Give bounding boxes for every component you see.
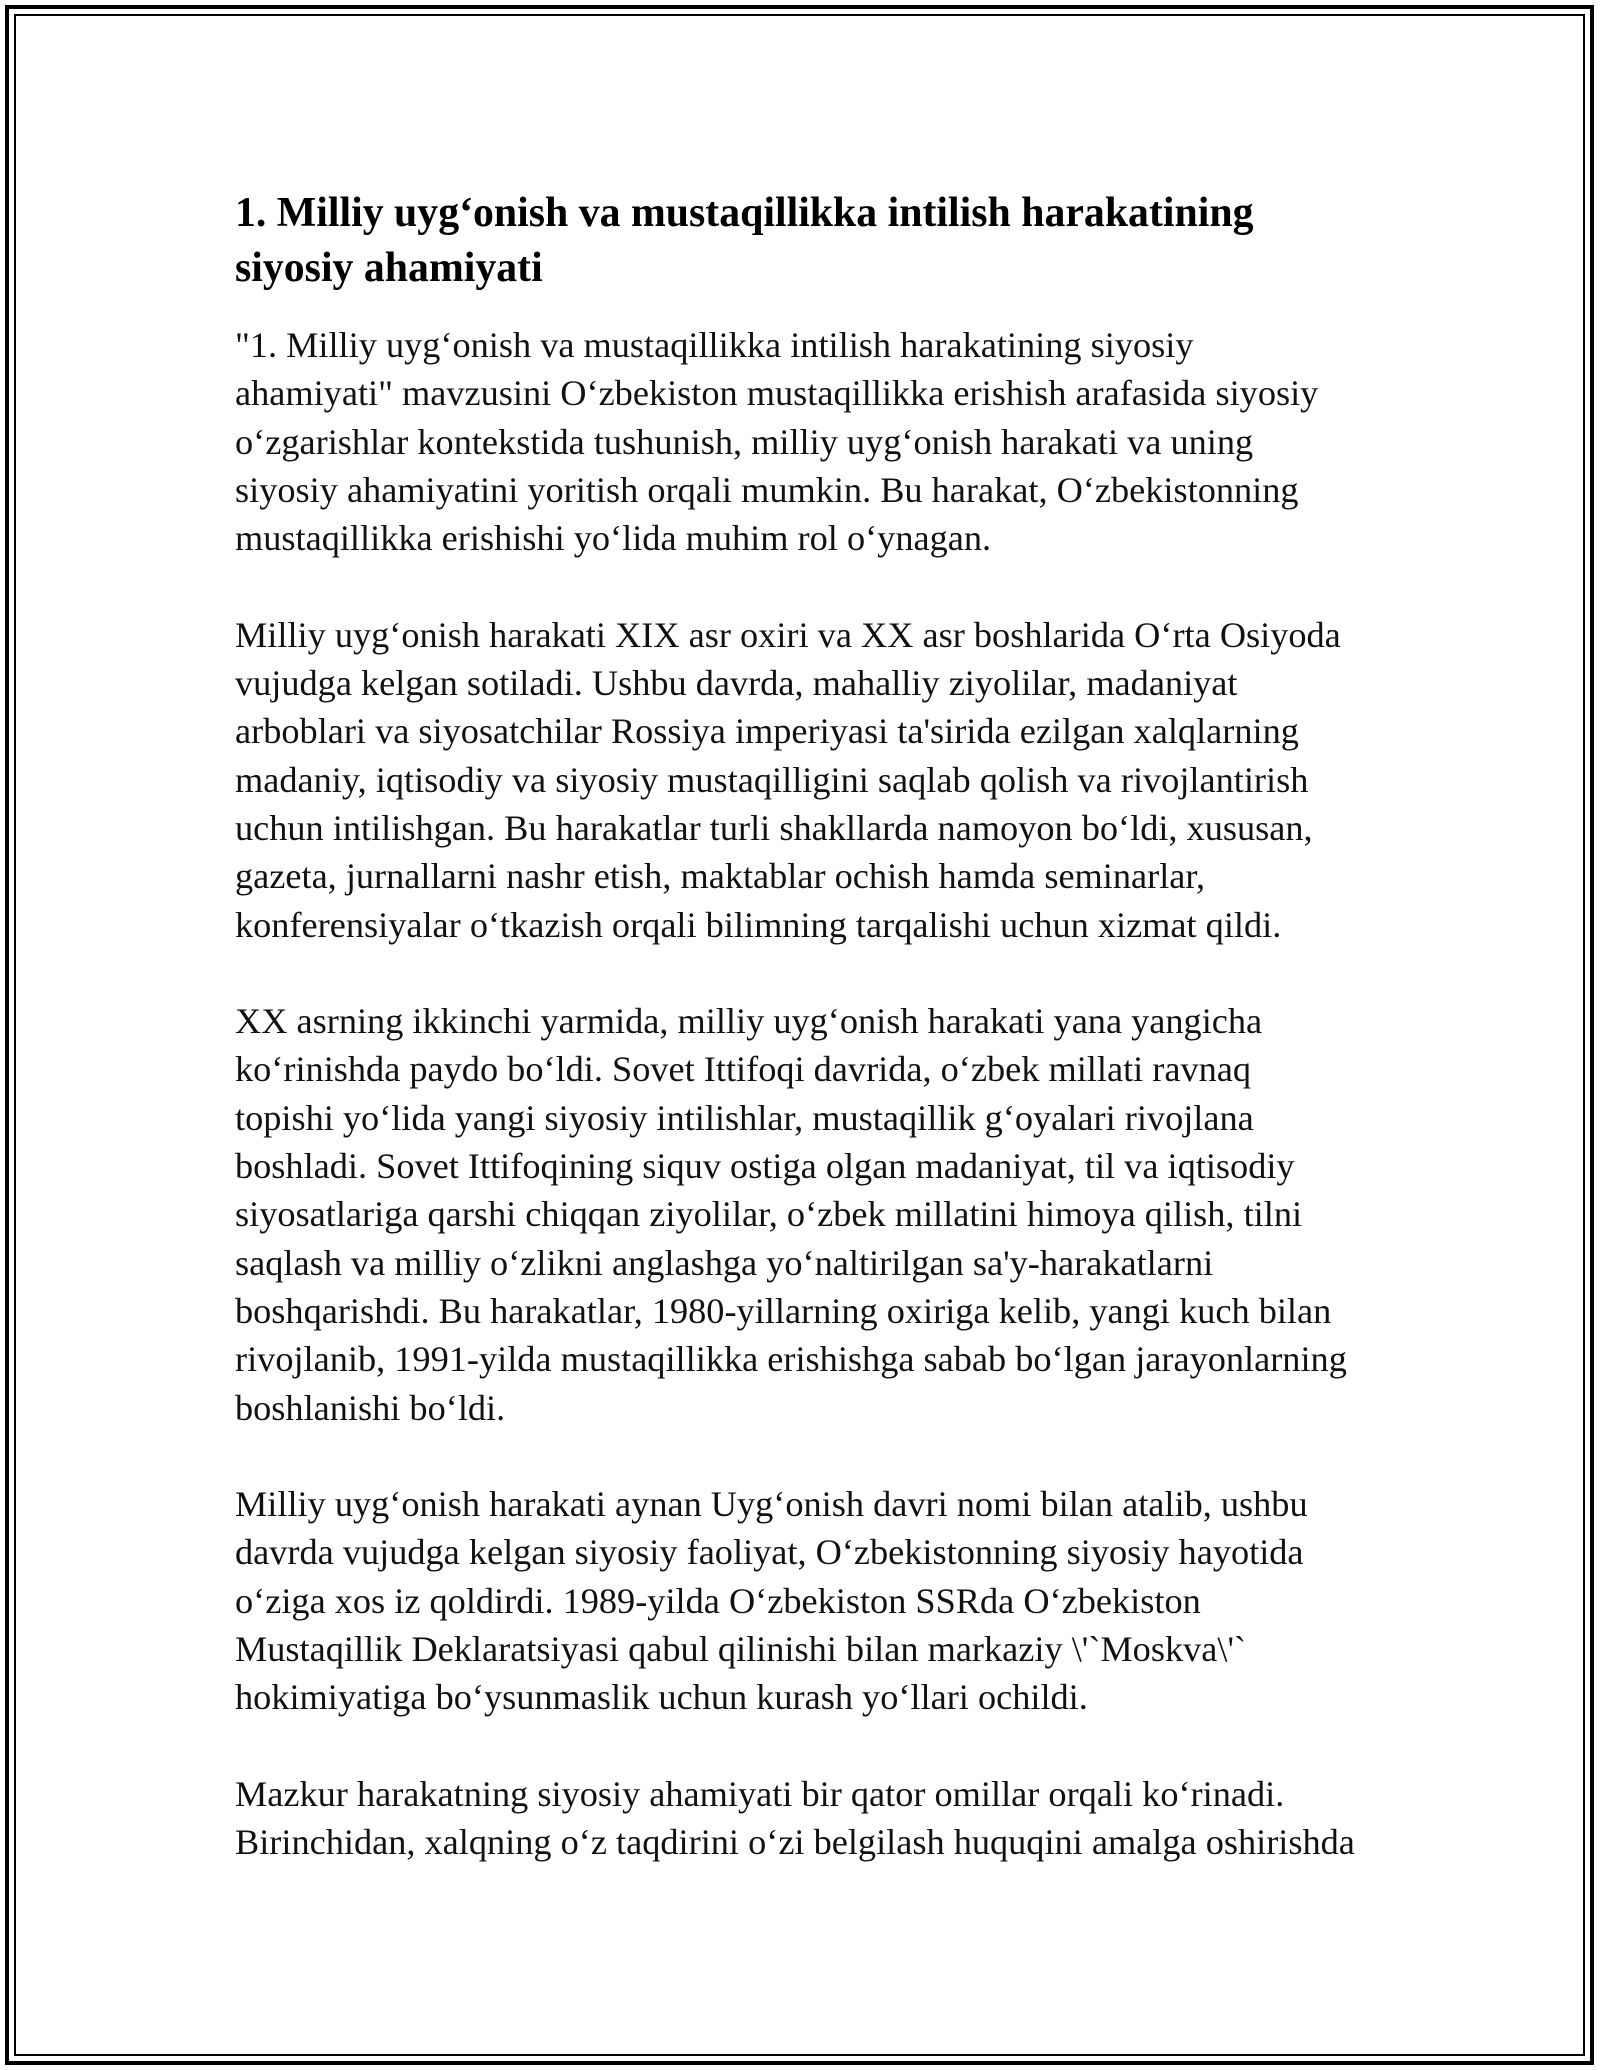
paragraph-line: Milliy uyg‘onish harakati aynan Uyg‘onish davri nomi bilan atalib, ushbu — [235, 1484, 1308, 1525]
paragraph-line: madaniy, iqtisodiy va siyosiy mustaqilligini saqlab qolish va rivojlantirish — [235, 759, 1309, 800]
paragraph-line: Mazkur harakatning siyosiy ahamiyati bir qator omillar orqali ko‘rinadi. — [235, 1773, 1285, 1814]
paragraph-line: hokimiyatiga bo‘ysunmaslik uchun kurash yo‘llari ochildi. — [235, 1677, 1088, 1718]
heading-line: 1. Milliy uyg‘onish va mustaqillikka intilish harakatining — [235, 190, 1254, 236]
paragraph-line: siyosatlariga qarshi chiqqan ziyolilar, o‘zbek millatini himoya qilish, tilni — [235, 1194, 1303, 1235]
paragraph-2 — [235, 611, 1355, 949]
paragraph-line: topishi yo‘lida yangi siyosiy intilishlar, mustaqillik g‘oyalari rivojlana — [235, 1097, 1254, 1138]
paragraph-line: konferensiyalar o‘tkazish orqali bilimning tarqalishi uchun xizmat qildi. — [235, 904, 1282, 945]
paragraph-5 — [235, 1770, 1355, 1867]
paragraph-line: ahamiyati" mavzusini O‘zbekiston mustaqillikka erishish arafasida siyosiy — [235, 373, 1319, 414]
paragraph-line: o‘ziga xos iz qoldirdi. 1989-yilda O‘zbekiston SSRda O‘zbekiston — [235, 1580, 1201, 1621]
paragraph-1 — [235, 321, 1355, 562]
paragraph-line: uchun intilishgan. Bu harakatlar turli shakllarda namoyon bo‘ldi, xususan, — [235, 807, 1313, 848]
paragraph-line: Mustaqillik Deklaratsiyasi qabul qilinishi bilan markaziy \'`Moskva\'` — [235, 1629, 1247, 1670]
paragraph-line: boshqarishdi. Bu harakatlar, 1980-yillarning oxiriga kelib, yangi kuch bilan — [235, 1290, 1332, 1331]
paragraph-line: Milliy uyg‘onish harakati XIX asr oxiri va XX asr boshlarida O‘rta Osiyoda — [235, 614, 1341, 655]
paragraph-line: ko‘rinishda paydo bo‘ldi. Sovet Ittifoqi davrida, o‘zbek millati ravnaq — [235, 1049, 1252, 1090]
paragraph-line: rivojlanib, 1991-yilda mustaqillikka erishishga sabab bo‘lgan jarayonlarning — [235, 1339, 1347, 1380]
paragraph-line: "1. Milliy uyg‘onish va mustaqillikka intilish harakatining siyosiy — [235, 325, 1194, 365]
paragraph-3 — [235, 997, 1355, 1432]
document-heading — [235, 186, 1254, 297]
paragraph-line: mustaqillikka erishishi yo‘lida muhim rol o‘ynagan. — [235, 518, 992, 559]
paragraph-4 — [235, 1480, 1355, 1721]
paragraph-line: Birinchidan, xalqning o‘z taqdirini o‘zi belgilash huquqini amalga oshirishda — [235, 1822, 1355, 1863]
paragraph-line: boshladi. Sovet Ittifoqining siquv ostiga olgan madaniyat, til va iqtisodiy — [235, 1146, 1295, 1187]
document-body — [235, 321, 1355, 1915]
paragraph-line: o‘zgarishlar kontekstida tushunish, milliy uyg‘onish harakati va uning — [235, 421, 1254, 462]
paragraph-line: vujudga kelgan sotiladi. Ushbu davrda, mahalliy ziyolilar, madaniyat — [235, 663, 1238, 704]
paragraph-line: saqlash va milliy o‘zlikni anglashga yo‘naltirilgan sa'y-harakatlarni — [235, 1242, 1214, 1283]
paragraph-line: arboblari va siyosatchilar Rossiya imperiyasi ta'sirida ezilgan xalqlarning — [235, 711, 1299, 752]
paragraph-line: gazeta, jurnallarni nashr etish, maktablar ochish hamda seminarlar, — [235, 856, 1206, 897]
paragraph-line: siyosiy ahamiyatini yoritish orqali mumkin. Bu harakat, O‘zbekistonning — [235, 469, 1299, 510]
paragraph-line: XX asrning ikkinchi yarmida, milliy uyg‘onish harakati yana yangicha — [235, 1001, 1263, 1042]
heading-line: siyosiy ahamiyati — [235, 245, 543, 292]
paragraph-line: boshlanishi bo‘ldi. — [235, 1387, 506, 1428]
paragraph-line: davrda vujudga kelgan siyosiy faoliyat, O‘zbekistonning siyosiy hayotida — [235, 1532, 1304, 1573]
